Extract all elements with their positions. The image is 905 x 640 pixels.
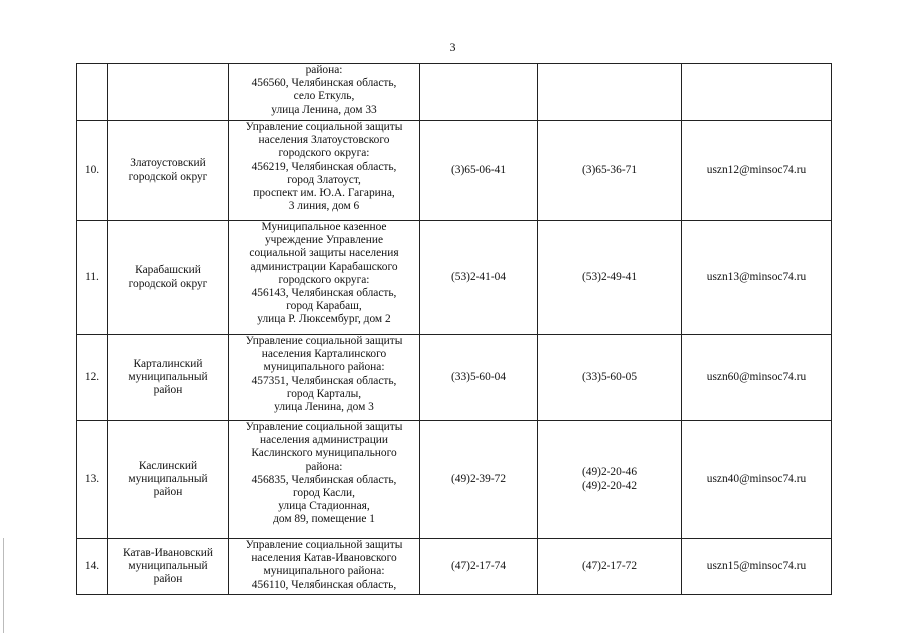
address-line: Муниципальное казенное bbox=[261, 221, 387, 233]
address-line: населения Катав-Ивановского bbox=[251, 552, 397, 565]
email-cell bbox=[682, 121, 832, 221]
address-line: социальной защиты населения bbox=[249, 247, 399, 260]
row-number-cell bbox=[77, 421, 108, 539]
municipality-line: городской округ bbox=[128, 277, 208, 290]
email-cell bbox=[682, 539, 832, 595]
address-line: 456835, Челябинская область, bbox=[251, 473, 397, 486]
municipality-cell bbox=[108, 421, 229, 539]
phone-number: (47)2-17-74 bbox=[450, 559, 507, 572]
address-line: город Касли, bbox=[293, 487, 355, 500]
phone-cell bbox=[420, 121, 538, 221]
municipality-line: муниципальный bbox=[128, 370, 208, 383]
municipality-line: район bbox=[153, 486, 183, 499]
municipality-line: Карабашский bbox=[135, 264, 201, 277]
address-line: района: bbox=[305, 64, 343, 76]
table-row bbox=[77, 121, 832, 221]
municipality-line: Златоустовский bbox=[130, 157, 206, 170]
phone-cell bbox=[420, 221, 538, 335]
municipality-line: Каслинский bbox=[138, 459, 198, 472]
municipality-line: Катав-Ивановский bbox=[123, 546, 213, 559]
row-number-cell bbox=[77, 335, 108, 421]
address-line: город Карабаш, bbox=[286, 300, 362, 313]
table-row bbox=[77, 64, 832, 121]
phone-cell bbox=[420, 64, 538, 121]
scan-margin-mark bbox=[3, 538, 4, 633]
email-cell bbox=[682, 421, 832, 539]
address-line: дом 89, помещение 1 bbox=[273, 513, 375, 526]
fax-cell bbox=[538, 421, 682, 539]
fax-cell bbox=[538, 64, 682, 121]
municipality-cell bbox=[108, 221, 229, 335]
email-cell bbox=[682, 221, 832, 335]
address-line: муниципального района: bbox=[263, 361, 385, 374]
phone-number: (49)2-39-72 bbox=[450, 472, 507, 485]
table-row bbox=[77, 539, 832, 595]
fax-cell bbox=[538, 121, 682, 221]
address-line: Каслинского муниципального bbox=[251, 447, 397, 460]
address-line: 3 линия, дом 6 bbox=[288, 200, 360, 213]
fax-cell bbox=[538, 221, 682, 335]
social-protection-contacts-table bbox=[76, 63, 832, 595]
fax-number: (53)2-49-41 bbox=[581, 270, 638, 283]
address-line: Управление социальной защиты bbox=[245, 421, 403, 433]
address-line: муниципального района: bbox=[263, 565, 385, 578]
municipality-cell bbox=[108, 64, 229, 121]
page-number: 3 bbox=[449, 40, 456, 54]
municipality-line: Карталинский bbox=[133, 357, 203, 370]
address-line: Управление социальной защиты bbox=[245, 121, 403, 133]
address-line: населения Златоустовского bbox=[258, 134, 390, 147]
address-line: населения администрации bbox=[260, 434, 388, 447]
municipality-line: район bbox=[153, 384, 183, 397]
fax-cell bbox=[538, 539, 682, 595]
phone-cell bbox=[420, 539, 538, 595]
phone-cell bbox=[420, 335, 538, 421]
address-line: учреждение Управление bbox=[264, 234, 384, 247]
table-row bbox=[77, 421, 832, 539]
fax-number: (49)2-20-42 bbox=[581, 479, 638, 492]
address-line: 457351, Челябинская область, bbox=[251, 374, 397, 387]
municipality-line: район bbox=[153, 573, 183, 586]
row-number: 11. bbox=[85, 270, 99, 283]
row-number: 10. bbox=[84, 163, 100, 176]
row-number-cell bbox=[77, 64, 108, 121]
address-line: городского округа: bbox=[278, 273, 370, 286]
email-cell bbox=[682, 335, 832, 421]
address-line: улица Стадионная, bbox=[278, 500, 370, 513]
municipality-cell bbox=[108, 335, 229, 421]
municipality-cell bbox=[108, 539, 229, 595]
table-row bbox=[77, 335, 832, 421]
municipality-line: муниципальный bbox=[128, 559, 208, 572]
address-cell bbox=[229, 539, 420, 595]
address-line: городского округа: bbox=[278, 147, 370, 160]
address-line: улица Р. Люксембург, дом 2 bbox=[257, 313, 391, 326]
address-line: 456560, Челябинская область, bbox=[251, 77, 397, 90]
address-line: 456219, Челябинская область, bbox=[251, 160, 397, 173]
address-cell bbox=[229, 64, 420, 121]
address-line: город Златоуст, bbox=[287, 173, 361, 186]
email: uszn13@minsoc74.ru bbox=[706, 270, 807, 283]
address-line: Управление социальной защиты bbox=[245, 539, 403, 551]
address-line: улица Ленина, дом 3 bbox=[274, 401, 374, 414]
email: uszn15@minsoc74.ru bbox=[706, 559, 807, 572]
address-line: населения Карталинского bbox=[261, 348, 387, 361]
municipality-cell bbox=[108, 121, 229, 221]
row-number: 12. bbox=[84, 370, 100, 383]
address-line: село Еткуль, bbox=[293, 90, 355, 103]
email: uszn60@minsoc74.ru bbox=[706, 370, 807, 383]
address-line: улица Ленина, дом 33 bbox=[271, 103, 377, 116]
email: uszn40@minsoc74.ru bbox=[706, 472, 807, 485]
address-line: администрации Карабашского bbox=[250, 260, 398, 273]
row-number: 14. bbox=[84, 559, 100, 572]
address-cell bbox=[229, 421, 420, 539]
phone-number: (33)5-60-04 bbox=[450, 370, 507, 383]
fax-number: (33)5-60-05 bbox=[581, 370, 638, 383]
phone-number: (53)2-41-04 bbox=[450, 270, 507, 283]
email-cell bbox=[682, 64, 832, 121]
address-cell bbox=[229, 335, 420, 421]
row-number-cell bbox=[77, 221, 108, 335]
fax-number: (47)2-17-72 bbox=[581, 559, 638, 572]
row-number-cell bbox=[77, 539, 108, 595]
address-line: 456143, Челябинская область, bbox=[251, 287, 397, 300]
address-line: 456110, Челябинская область, bbox=[251, 578, 397, 591]
address-line: района: bbox=[305, 460, 343, 473]
table-row bbox=[77, 221, 832, 335]
phone-cell bbox=[420, 421, 538, 539]
row-number-cell bbox=[77, 121, 108, 221]
row-number: 13. bbox=[84, 472, 100, 485]
address-line: город Карталы, bbox=[286, 387, 362, 400]
municipality-line: муниципальный bbox=[128, 472, 208, 485]
fax-number: (49)2-20-46 bbox=[581, 466, 638, 479]
fax-cell bbox=[538, 335, 682, 421]
address-cell bbox=[229, 221, 420, 335]
phone-number: (3)65-06-41 bbox=[450, 163, 507, 176]
email: uszn12@minsoc74.ru bbox=[706, 163, 807, 176]
fax-number: (3)65-36-71 bbox=[581, 163, 638, 176]
address-cell bbox=[229, 121, 420, 221]
address-line: Управление социальной защиты bbox=[245, 335, 403, 347]
address-line: проспект им. Ю.А. Гагарина, bbox=[253, 187, 395, 200]
municipality-line: городской округ bbox=[128, 170, 208, 183]
